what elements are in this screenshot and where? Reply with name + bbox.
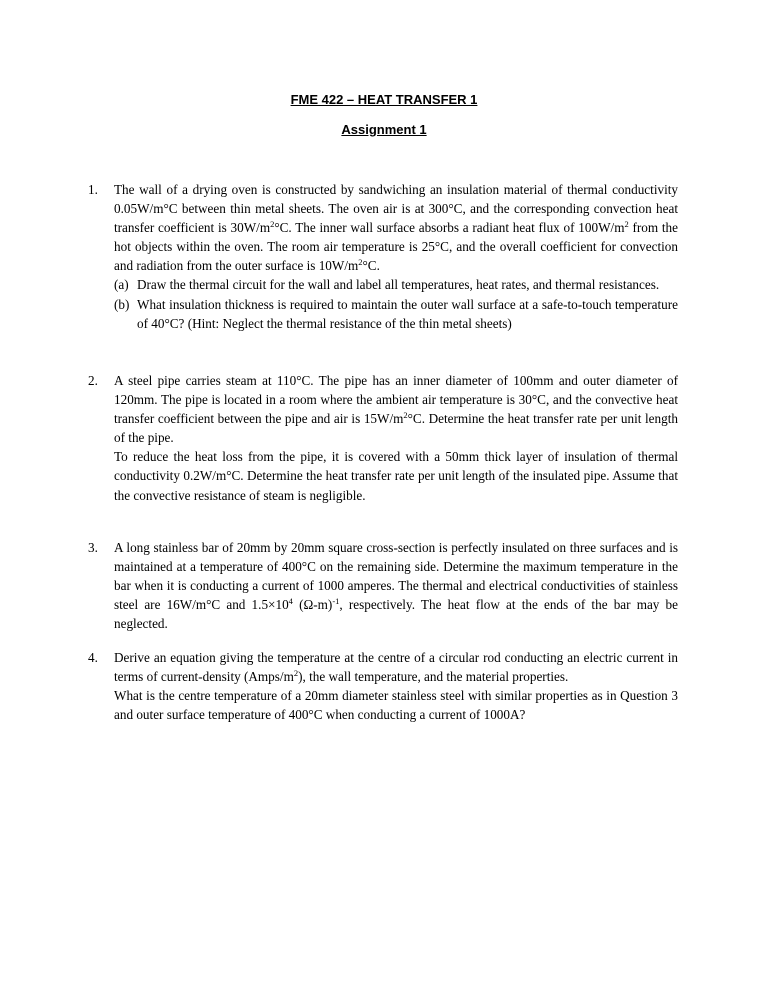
document-title: FME 422 – HEAT TRANSFER 1 <box>290 92 478 107</box>
question-number: 1. <box>88 182 98 197</box>
question-part-b <box>114 295 678 333</box>
question-3 <box>88 538 678 633</box>
question-text: Derive an equation giving the temperature at the centre of a circular rod conducting an electric current in terms of current-density $(Amps/m^2)$, the wall temperature, and the material properties. <box>114 650 678 685</box>
question-number: 2. <box>88 373 98 388</box>
question-text-continued: To reduce the heat loss from the pipe, it is covered with a 50mm thick layer of insulation of thermal conductivity 0.2W/m°C. Determine the heat transfer rate per unit length of the insulated pipe. Assume that the convective resistance of steam is negligible. <box>114 449 678 503</box>
question-number: 4. <box>88 650 98 665</box>
question-text: The wall of a drying oven is constructed by sandwiching an insulation material of thermal conductivity 0.05W/m°C between thin metal sheets. The oven air is at 300°C, and the corresponding convection heat transfer coefficient is $30W/m^2^\circ C$. The inner wall surface absorbs a radiant heat flux of $100W/m^2$ from the hot objects within the oven. The room air temperature is 25°C, and the overall coefficient for convection and radiation from the outer surface is $10W/m^2^\circ C$. <box>114 182 678 274</box>
question-text: A long stainless bar of 20mm by 20mm square cross-section is perfectly insulated on three surfaces and is maintained at a temperature of 400°C on the remaining side. Determine the maximum temperature in the bar when it is conducting a current of 1000 amperes. The thermal and electrical conductivities of stainless steel are 16W/m°C and $1.5\times 10^4$ $(\Omega-m)^{-1}$, respectively. The heat flow at the ends of the bar may be neglected. <box>114 540 679 632</box>
question-text-continued: What is the centre temperature of a 20mm diameter stainless steel with similar properties as in Question 3 and outer surface temperature of 400°C when conducting a current of 1000A? <box>114 688 678 723</box>
question-1 <box>88 180 678 333</box>
part-label: (a) <box>114 277 129 293</box>
assignment-subtitle: Assignment 1 <box>341 122 427 137</box>
part-text: Draw the thermal circuit for the wall and label all temperatures, heat rates, and thermal resistances. <box>137 277 660 293</box>
question-text: A steel pipe carries steam at 110°C. The pipe has an inner diameter of 100mm and outer diameter of 120mm. The pipe is located in a room where the ambient air temperature is 30°C, and the convective heat transfer coefficient between the pipe and air is $15W/m^2^\circ C$. Determine the heat transfer rate per unit length of the pipe. <box>114 373 678 446</box>
part-text: What insulation thickness is required to maintain the outer wall surface at a safe-to-touch temperature of 40°C? (Hint: Neglect the thermal resistance of the thin metal sheets) <box>137 296 678 331</box>
question-part-a <box>114 275 678 294</box>
part-label: (b) <box>114 296 130 312</box>
question-4 <box>88 648 678 724</box>
question-number: 3. <box>88 540 98 555</box>
question-2 <box>88 371 678 505</box>
